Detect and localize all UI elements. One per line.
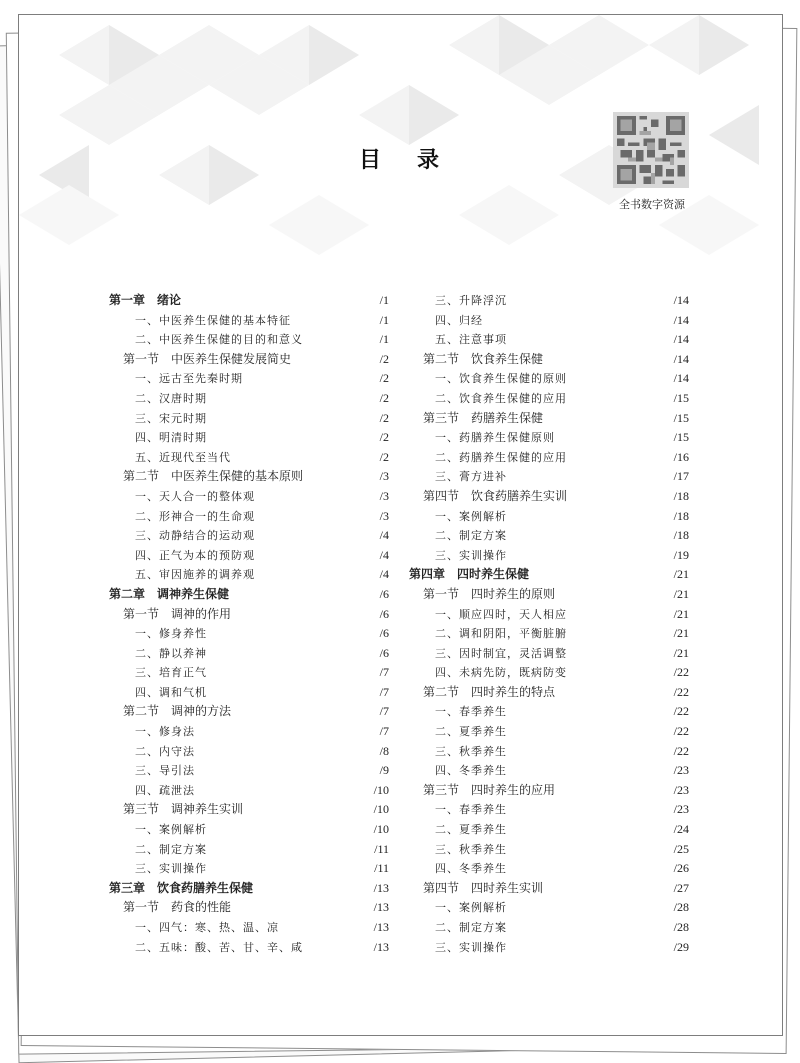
toc-entry-page: /14: [673, 332, 689, 347]
toc-entry-page: /22: [673, 665, 689, 680]
toc-entry-item[interactable]: [409, 546, 689, 566]
toc-entry-page: /4: [379, 547, 389, 562]
toc-entry-title: 第三节 调神养生实训: [123, 802, 244, 817]
toc-entry-item[interactable]: [109, 330, 389, 350]
toc-column-left: [109, 291, 389, 957]
toc-entry-chapter[interactable]: [109, 291, 389, 311]
toc-entry-page: /21: [673, 567, 689, 582]
toc-entry-item[interactable]: [109, 781, 389, 801]
toc-entry-item[interactable]: [409, 898, 689, 918]
toc-entry-page: /14: [673, 351, 689, 366]
toc-entry-title: 第一节 中医养生保健发展简史: [123, 351, 292, 366]
toc-entry-page: /10: [373, 782, 389, 797]
toc-entry-title: 四、正气为本的预防观: [135, 548, 255, 562]
toc-entry-page: /3: [379, 508, 389, 523]
toc-entry-page: /10: [373, 802, 389, 817]
toc-entry-item[interactable]: [109, 918, 389, 938]
toc-entry-page: /18: [673, 488, 689, 503]
toc-entry-title: 一、春季养生: [435, 705, 507, 719]
toc-entry-title: 二、夏季养生: [435, 823, 507, 837]
toc-entry-title: 第三章 饮食药膳养生保健: [109, 880, 254, 895]
toc-entry-page: /7: [379, 684, 389, 699]
toc-entry-title: 第四节 四时养生实训: [423, 880, 544, 895]
toc-entry-title: 第四章 四时养生保健: [409, 567, 530, 582]
toc-entry-item[interactable]: [409, 428, 689, 448]
toc-entry-title: 四、疏泄法: [135, 783, 195, 797]
qr-code[interactable]: [613, 112, 689, 188]
toc-entry-item[interactable]: [109, 683, 389, 703]
toc-entry-title: 第三节 药膳养生保健: [423, 410, 544, 425]
toc-entry-page: /14: [673, 312, 689, 327]
toc-entry-title: 第二章 调神养生保健: [109, 586, 230, 601]
toc-entry-item[interactable]: [409, 605, 689, 625]
toc-entry-title: 三、膏方进补: [435, 470, 507, 484]
toc-entry-page: /23: [673, 763, 689, 778]
toc-entry-item[interactable]: [409, 330, 689, 350]
toc-entry-item[interactable]: [109, 507, 389, 527]
toc-entry-page: /29: [673, 939, 689, 954]
toc-entry-page: /26: [673, 861, 689, 876]
toc-entry-title: 第一节 四时养生的原则: [423, 586, 556, 601]
toc-entry-item[interactable]: [109, 663, 389, 683]
toc-entry-item[interactable]: [409, 722, 689, 742]
toc-entry-page: /11: [374, 841, 389, 856]
toc-entry-section[interactable]: [409, 409, 689, 429]
toc-entry-page: /16: [673, 449, 689, 464]
toc-entry-item[interactable]: [109, 311, 389, 331]
toc-entry-item[interactable]: [109, 859, 389, 879]
toc-entry-page: /17: [673, 469, 689, 484]
toc-entry-item[interactable]: [409, 820, 689, 840]
toc-entry-item[interactable]: [109, 840, 389, 860]
toc-entry-title: 三、升降浮沉: [435, 294, 507, 307]
toc-column-right: [409, 291, 689, 957]
toc-entry-item[interactable]: [109, 644, 389, 664]
toc-entry-page: /23: [673, 782, 689, 797]
toc-entry-item[interactable]: [409, 624, 689, 644]
toc-entry-item[interactable]: [409, 840, 689, 860]
toc-entry-chapter[interactable]: [109, 879, 389, 899]
toc-entry-item[interactable]: [409, 742, 689, 762]
toc-entry-page: /15: [673, 410, 689, 425]
toc-entry-page: /7: [379, 724, 389, 739]
toc-entry-title: 二、内守法: [135, 744, 195, 758]
toc-entry-item[interactable]: [109, 448, 389, 468]
toc-entry-title: 四、明清时期: [135, 431, 207, 445]
toc-entry-item[interactable]: [109, 526, 389, 546]
toc-entry-page: /21: [673, 645, 689, 660]
toc-entry-chapter[interactable]: [109, 585, 389, 605]
toc-entry-item[interactable]: [409, 311, 689, 331]
toc-entry-page: /10: [373, 822, 389, 837]
toc-entry-item[interactable]: [109, 820, 389, 840]
toc-entry-title: 四、归经: [435, 313, 483, 327]
toc-entry-page: /7: [379, 665, 389, 680]
toc-entry-item[interactable]: [409, 800, 689, 820]
toc-entry-title: 一、修身法: [135, 725, 195, 739]
toc-entry-item[interactable]: [409, 467, 689, 487]
toc-entry-title: 第二节 调神的方法: [123, 704, 232, 719]
toc-entry-page: /3: [379, 488, 389, 503]
toc-entry-title: 三、导引法: [135, 764, 195, 778]
toc-entry-page: /24: [673, 822, 689, 837]
toc-entry-title: 二、中医养生保健的目的和意义: [135, 333, 303, 347]
toc-entry-title: 三、秋季养生: [435, 744, 507, 758]
toc-entry-title: 三、实训操作: [435, 940, 507, 954]
toc-entry-title: 二、静以养神: [135, 646, 207, 660]
toc-entry-title: 二、制定方案: [135, 842, 207, 856]
toc-entry-item[interactable]: [109, 761, 389, 781]
toc-entry-item[interactable]: [109, 565, 389, 585]
toc-entry-page: /2: [379, 371, 389, 386]
toc-entry-title: 一、案例解析: [135, 823, 207, 837]
toc-entry-title: 二、汉唐时期: [135, 391, 207, 405]
toc-entry-item[interactable]: [109, 389, 389, 409]
toc-entry-item[interactable]: [409, 938, 689, 958]
toc-entry-title: 第三节 四时养生的应用: [423, 782, 556, 797]
toc-entry-page: /21: [673, 626, 689, 641]
toc-entry-item[interactable]: [409, 663, 689, 683]
toc-entry-item[interactable]: [109, 722, 389, 742]
toc-page: [18, 14, 783, 1036]
toc-entry-title: 第一章 绪论: [109, 293, 182, 307]
toc-entry-item[interactable]: [109, 428, 389, 448]
toc-entry-page: /2: [379, 449, 389, 464]
toc-entry-item[interactable]: [109, 938, 389, 958]
toc-entry-page: /14: [673, 293, 689, 307]
toc-entry-title: 三、宋元时期: [135, 411, 207, 425]
toc-entry-title: 三、秋季养生: [435, 842, 507, 856]
toc-entry-item[interactable]: [409, 859, 689, 879]
toc-entry-page: /2: [379, 430, 389, 445]
toc-entry-item[interactable]: [109, 487, 389, 507]
toc-entry-page: /18: [673, 528, 689, 543]
toc-entry-title: 一、天人合一的整体观: [135, 489, 255, 503]
toc-entry-page: /11: [374, 861, 389, 876]
toc-entry-page: /28: [673, 900, 689, 915]
toc-entry-page: /25: [673, 841, 689, 856]
toc-entry-page: /9: [379, 763, 389, 778]
toc-entry-title: 第一节 调神的作用: [123, 606, 232, 621]
toc-entry-section[interactable]: [409, 487, 689, 507]
toc-entry-item[interactable]: [409, 702, 689, 722]
toc-entry-page: /6: [379, 606, 389, 621]
toc-entry-title: 第二节 四时养生的特点: [423, 684, 556, 699]
toc-entry-title: 一、四气：寒、热、温、凉: [135, 921, 279, 934]
toc-entry-title: 三、实训操作: [135, 862, 207, 876]
toc-entry-page: /1: [379, 332, 389, 347]
toc-entry-page: /15: [673, 430, 689, 445]
toc-entry-title: 一、案例解析: [435, 509, 507, 523]
toc-entry-page: /22: [673, 724, 689, 739]
toc-entry-page: /2: [379, 390, 389, 405]
toc-entry-title: 五、注意事项: [435, 333, 507, 347]
toc-entry-section[interactable]: [109, 898, 389, 918]
toc-entry-section[interactable]: [409, 781, 689, 801]
toc-entry-title: 二、制定方案: [435, 921, 507, 934]
toc-entry-page: /6: [379, 645, 389, 660]
toc-entry-page: /22: [673, 704, 689, 719]
toc-entry-page: /3: [379, 469, 389, 484]
toc-entry-title: 第二节 中医养生保健的基本原则: [123, 469, 304, 484]
toc-entry-page: /13: [373, 900, 389, 915]
toc-entry-item[interactable]: [409, 291, 689, 311]
toc-entry-page: /19: [673, 547, 689, 562]
toc-entry-chapter[interactable]: [409, 565, 689, 585]
toc-entry-item[interactable]: [409, 369, 689, 389]
toc-entry-item[interactable]: [409, 507, 689, 527]
toc-entry-page: /7: [379, 704, 389, 719]
toc-entry-title: 一、案例解析: [435, 901, 507, 915]
toc-entry-title: 三、实训操作: [435, 548, 507, 562]
toc-entry-title: 四、冬季养生: [435, 764, 507, 778]
toc-entry-page: /14: [673, 371, 689, 386]
toc-entry-item[interactable]: [109, 369, 389, 389]
toc-entry-title: 二、五味：酸、苦、甘、辛、咸: [135, 940, 303, 954]
toc-entry-title: 四、冬季养生: [435, 862, 507, 876]
toc-entry-item[interactable]: [109, 409, 389, 429]
toc-entry-page: /23: [673, 802, 689, 817]
toc-entry-title: 一、修身养性: [135, 627, 207, 641]
toc-entry-page: /15: [673, 390, 689, 405]
toc-entry-page: /22: [673, 743, 689, 758]
toc-entry-title: 五、近现代至当代: [135, 450, 231, 464]
toc-entry-section[interactable]: [409, 350, 689, 370]
toc-entry-page: /13: [373, 939, 389, 954]
toc-entry-title: 五、审因施养的调养观: [135, 568, 255, 582]
toc-entry-page: /22: [673, 684, 689, 699]
toc-entry-title: 三、因时制宜，灵活调整: [435, 646, 567, 660]
toc-entry-item[interactable]: [109, 624, 389, 644]
toc-entry-page: /18: [673, 508, 689, 523]
toc-entry-title: 二、调和阴阳，平衡脏腑: [435, 627, 567, 641]
toc-entry-title: 四、未病先防，既病防变: [435, 666, 567, 680]
toc-entry-item[interactable]: [109, 546, 389, 566]
toc-entry-page: /1: [379, 293, 389, 307]
toc-entry-title: 一、饮食养生保健的原则: [435, 372, 567, 386]
toc-entry-page: /4: [379, 528, 389, 543]
toc-entry-page: /2: [379, 351, 389, 366]
toc-entry-item[interactable]: [409, 761, 689, 781]
toc-entry-item[interactable]: [409, 918, 689, 938]
toc-entry-page: /21: [673, 606, 689, 621]
toc-entry-page: /13: [373, 920, 389, 934]
toc-entry-section[interactable]: [109, 467, 389, 487]
toc-entry-item[interactable]: [409, 448, 689, 468]
toc-entry-title: 一、春季养生: [435, 803, 507, 817]
toc-entry-title: 四、调和气机: [135, 685, 207, 699]
toc-entry-page: /13: [373, 880, 389, 895]
toc-entry-item[interactable]: [409, 526, 689, 546]
toc-entry-page: /27: [673, 880, 689, 895]
toc-entry-title: 二、制定方案: [435, 529, 507, 543]
toc-entry-title: 一、顺应四时，天人相应: [435, 607, 567, 621]
toc-entry-page: /6: [379, 586, 389, 601]
toc-entry-page: /8: [379, 743, 389, 758]
toc-entry-section[interactable]: [109, 800, 389, 820]
toc-entry-page: /21: [673, 586, 689, 601]
toc-entry-item[interactable]: [109, 742, 389, 762]
toc-entry-title: 一、药膳养生保健原则: [435, 431, 555, 445]
toc-entry-page: /6: [379, 626, 389, 641]
toc-entry-section[interactable]: [109, 702, 389, 722]
toc-entry-section[interactable]: [409, 683, 689, 703]
toc-entry-title: 二、药膳养生保健的应用: [435, 450, 567, 464]
toc-entry-title: 第一节 药食的性能: [123, 900, 232, 915]
toc-entry-page: /2: [379, 410, 389, 425]
toc-entry-page: /4: [379, 567, 389, 582]
toc-entry-section[interactable]: [409, 879, 689, 899]
toc-entry-title: 二、饮食养生保健的应用: [435, 391, 567, 405]
qr-caption: 全书数字资源: [619, 198, 685, 211]
toc-entry-section[interactable]: [409, 585, 689, 605]
toc-entry-page: /1: [379, 312, 389, 327]
toc-entry-item[interactable]: [409, 389, 689, 409]
toc-entry-title: 一、中医养生保健的基本特征: [135, 313, 291, 327]
toc-entry-section[interactable]: [109, 605, 389, 625]
toc-entry-page: /28: [673, 920, 689, 934]
toc-entry-section[interactable]: [109, 350, 389, 370]
toc-entry-title: 二、夏季养生: [435, 725, 507, 739]
toc-entry-title: 三、动静结合的运动观: [135, 529, 255, 543]
toc-entry-title: 第二节 饮食养生保健: [423, 351, 544, 366]
page-title: 目录: [359, 148, 476, 173]
toc-entry-title: 一、远古至先秦时期: [135, 372, 243, 386]
toc-entry-item[interactable]: [409, 644, 689, 664]
toc-entry-title: 二、形神合一的生命观: [135, 509, 255, 523]
toc-entry-title: 三、培育正气: [135, 666, 207, 680]
toc-entry-title: 第四节 饮食药膳养生实训: [423, 488, 568, 503]
